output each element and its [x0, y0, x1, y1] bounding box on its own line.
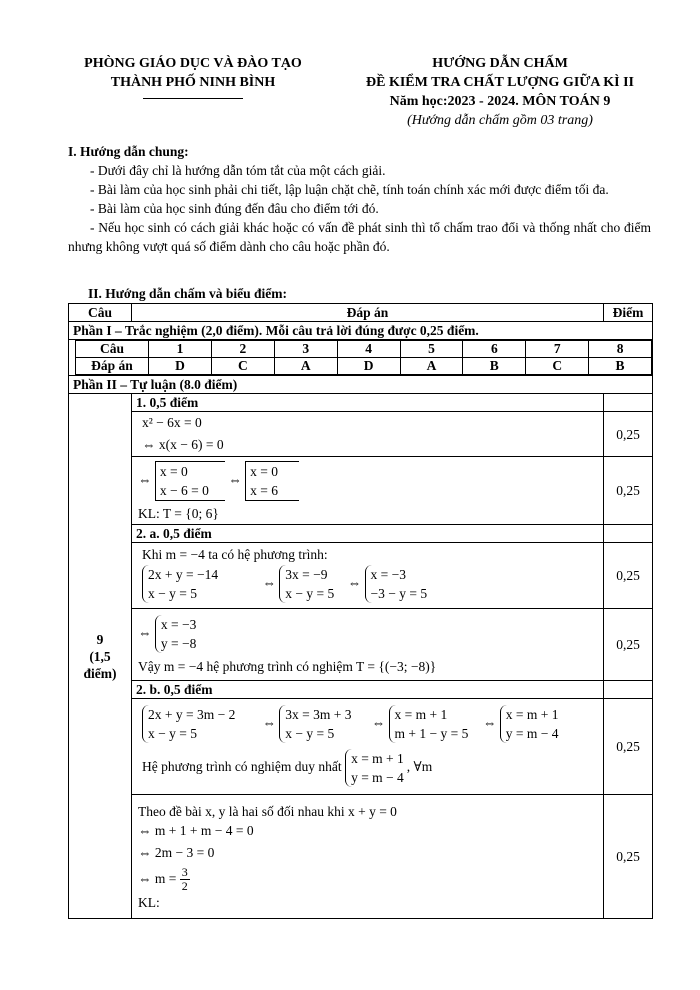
sub2b-conclusion: KL:	[138, 894, 160, 910]
sub2a-conclusion: Vậy m = −4 hệ phương trình có nghiệm T = {(−3; −8)}	[138, 658, 437, 674]
section2-heading: II. Hướng dẫn chấm và biểu điểm:	[88, 286, 287, 301]
unique-solution-text: Hệ phương trình có nghiệm duy nhất	[142, 759, 342, 775]
reasoning-line: ⇔ 2m − 3 = 0	[138, 844, 215, 860]
system-line: 2x + y = −14	[148, 566, 219, 582]
mc-number: 3	[274, 341, 337, 358]
equation-system	[279, 705, 368, 743]
sub2b-title: 2. b. 0,5 điểm	[132, 681, 604, 699]
mc-answer-label: Đáp án	[76, 358, 149, 375]
mc-number: 7	[526, 341, 589, 358]
equiv-symbol: ⇔	[138, 471, 152, 487]
city-name: THÀNH PHỐ NINH BÌNH	[110, 75, 276, 90]
sub2a-title: 2. a. 0,5 điểm	[132, 525, 604, 543]
exam-title: ĐỀ KIỂM TRA CHẤT LƯỢNG GIỮA KÌ II	[366, 75, 634, 90]
department-name: PHÒNG GIÁO DỤC VÀ ĐÀO TẠO	[84, 56, 302, 71]
score-cell: 0,25	[604, 699, 653, 795]
fraction-numerator: 3	[181, 864, 188, 879]
doc-title: HƯỚNG DẪN CHẤM	[432, 56, 568, 71]
mc-number: 2	[211, 341, 274, 358]
system-line: x = m + 1	[351, 751, 404, 766]
guideline-item: - Bài làm của học sinh đúng đến đâu cho điểm tới đó.	[90, 201, 379, 216]
question-cell	[69, 394, 132, 919]
mc-number: 5	[400, 341, 463, 358]
equiv-symbol: ⇔	[228, 471, 242, 487]
mc-answer: B	[589, 358, 652, 375]
fraction	[180, 866, 190, 893]
header-left	[62, 54, 324, 99]
multiple-choice-table	[75, 340, 652, 375]
mc-answer: D	[337, 358, 400, 375]
reasoning-line: ⇔ m + 1 + m − 4 = 0	[138, 822, 254, 838]
grading-table	[68, 303, 653, 919]
system-line: y = m − 4	[505, 726, 559, 741]
system-line: 3x = −9	[285, 566, 328, 582]
system-line: x = m + 1	[394, 707, 448, 722]
equiv-symbol: ⇔	[262, 715, 276, 731]
equation-system	[500, 705, 562, 743]
part1-heading: Phần I – Trắc nghiệm (2,0 điểm). Mỗi câu trả lời đúng được 0,25 điểm.	[69, 322, 653, 340]
part2-heading: Phần II – Tự luận (8.0 điểm)	[69, 376, 653, 394]
guideline-item: - Nếu học sinh có cách giải khác hoặc có vấn đề phát sinh thì tổ chấm trao đổi và thống nhất cho điểm nhưng không vượt quá số điểm dành cho câu hoặc phần đó.	[68, 220, 651, 254]
question-points: (1,5 điểm)	[83, 648, 117, 681]
system-line: x = m + 1	[505, 707, 559, 722]
system-line: 2x + y = 3m − 2	[148, 707, 236, 722]
score-cell: 0,25	[604, 543, 653, 609]
sub2a-step2	[132, 609, 604, 681]
sub1-step1	[132, 412, 604, 457]
guideline-item: - Dưới đây chỉ là hướng dẫn tóm tắt của một cách giải.	[90, 163, 386, 178]
equation-line: ⇔ x(x − 6) = 0	[142, 437, 224, 452]
bracket-line: x − 6 = 0	[159, 482, 209, 498]
bracket-set	[245, 461, 299, 501]
reasoning-line: Theo đề bài x, y là hai số đối nhau khi x + y = 0	[138, 803, 397, 819]
reasoning-line: ⇔ m =	[138, 870, 177, 886]
system-line: x = −3	[370, 566, 406, 582]
sub2a-intro: Khi m = −4 ta có hệ phương trình:	[142, 546, 328, 562]
mc-answer: A	[274, 358, 337, 375]
bracket-line: x = 0	[250, 463, 278, 479]
system-line: y = m − 4	[351, 770, 404, 785]
mc-answer: C	[211, 358, 274, 375]
header-right	[330, 54, 670, 130]
mc-number: 6	[463, 341, 526, 358]
equation-system	[279, 565, 344, 603]
fraction-denominator: 2	[181, 878, 188, 893]
equation-system	[155, 615, 199, 653]
col-header-dapan: Đáp án	[132, 304, 604, 322]
system-line: m + 1 − y = 5	[394, 726, 469, 741]
system-line: 3x = 3m + 3	[285, 707, 352, 722]
mc-answer: D	[149, 358, 212, 375]
mc-answer: C	[526, 358, 589, 375]
score-cell: 0,25	[604, 412, 653, 457]
equation-line: x² − 6x = 0	[142, 415, 202, 430]
equiv-symbol: ⇔	[262, 574, 276, 590]
system-line: y = −8	[160, 635, 197, 651]
sub2b-step2	[132, 795, 604, 919]
bracket-line: x = 0	[159, 463, 188, 479]
mc-answer: A	[400, 358, 463, 375]
system-line: −3 − y = 5	[370, 585, 428, 601]
equation-system	[345, 749, 407, 787]
system-line: x − y = 5	[285, 585, 335, 601]
col-header-diem: Điểm	[604, 304, 653, 322]
sub1-title: 1. 0,5 điểm	[132, 394, 604, 412]
score-cell: 0,25	[604, 609, 653, 681]
forall-text: , ∀m	[406, 759, 433, 775]
equiv-symbol: ⇔	[371, 715, 386, 731]
sub1-conclusion: KL: T = {0; 6}	[138, 505, 219, 521]
equation-system	[142, 565, 259, 603]
sub2a-step1	[132, 543, 604, 609]
page-count-note: (Hướng dẫn chấm gồm 03 trang)	[407, 113, 593, 128]
equiv-symbol: ⇔	[138, 624, 152, 640]
sub1-step2	[132, 457, 604, 525]
guideline-item: - Bài làm của học sinh phải chi tiết, lập luận chặt chẽ, tính toán chính xác mới được điểm tối đa.	[90, 182, 609, 197]
equation-system	[365, 565, 431, 603]
equiv-symbol: ⇔	[482, 715, 497, 731]
sub2b-step1	[132, 699, 604, 795]
system-line: x = −3	[160, 616, 197, 632]
mc-header-label: Câu	[76, 341, 149, 358]
mc-number: 4	[337, 341, 400, 358]
bracket-set	[155, 461, 225, 501]
mc-number: 1	[149, 341, 212, 358]
bracket-line: x = 6	[250, 482, 278, 498]
score-cell: 0,25	[604, 457, 653, 525]
mc-number: 8	[589, 341, 652, 358]
equation-system	[142, 705, 259, 743]
general-heading: I. Hướng dẫn chung:	[68, 144, 189, 159]
score-cell: 0,25	[604, 795, 653, 919]
question-number: 9	[96, 631, 104, 647]
equation-system	[389, 705, 480, 743]
system-line: x − y = 5	[148, 726, 197, 741]
header-divider	[143, 98, 243, 99]
system-line: x − y = 5	[148, 585, 197, 601]
general-guidelines	[68, 142, 651, 256]
equiv-symbol: ⇔	[347, 574, 362, 590]
mc-answer: B	[463, 358, 526, 375]
col-header-cau: Câu	[69, 304, 132, 322]
school-year: Năm học:2023 - 2024. MÔN TOÁN 9	[389, 94, 611, 109]
system-line: x − y = 5	[285, 726, 335, 741]
